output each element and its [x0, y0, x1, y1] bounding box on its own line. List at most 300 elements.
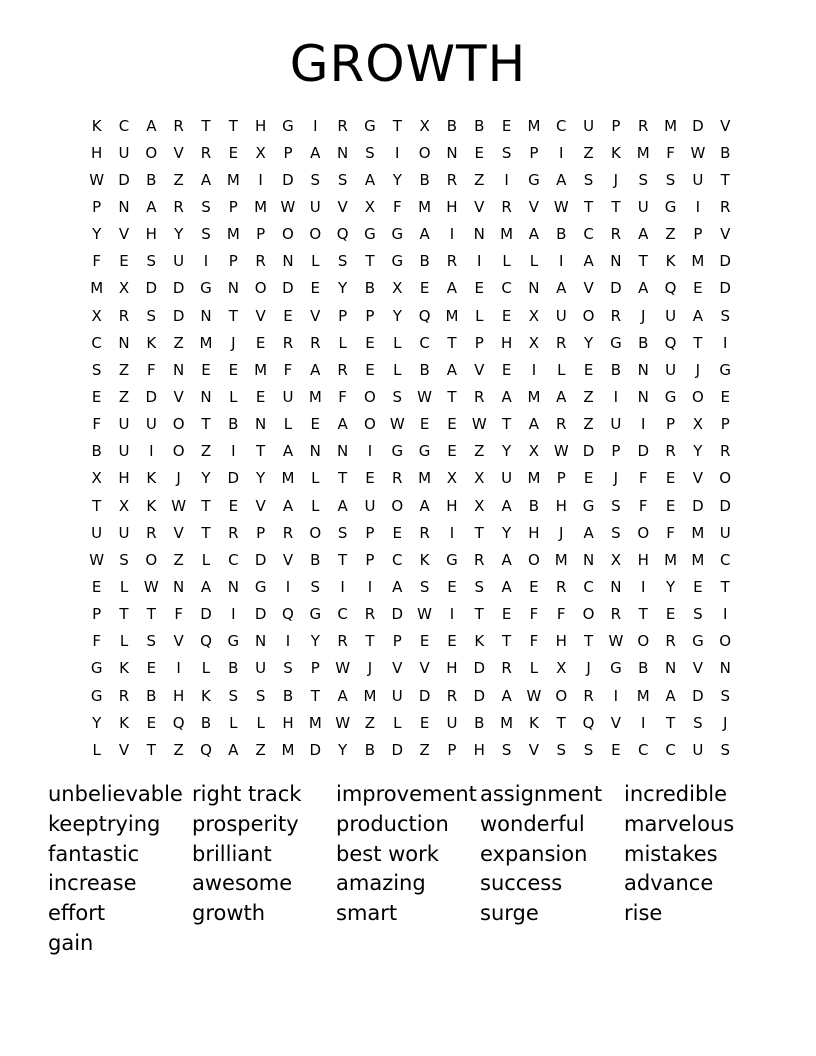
grid-letter[interactable]: L	[229, 713, 238, 732]
grid-letter[interactable]: O	[719, 469, 732, 488]
grid-letter[interactable]: U	[610, 415, 622, 434]
grid-letter[interactable]: R	[610, 225, 622, 244]
grid-letter[interactable]: S	[146, 306, 157, 325]
grid-letter[interactable]: S	[201, 197, 211, 216]
grid-letter[interactable]: I	[395, 143, 400, 162]
grid-letter[interactable]: G	[664, 387, 677, 406]
grid-letter[interactable]: D	[692, 686, 704, 705]
grid-letter[interactable]: P	[447, 740, 457, 759]
grid-letter[interactable]: O	[172, 442, 185, 461]
grid-letter[interactable]: P	[666, 415, 676, 434]
grid-letter[interactable]: G	[446, 550, 458, 569]
grid-letter[interactable]: A	[501, 550, 512, 569]
grid-letter[interactable]: Y	[174, 225, 184, 244]
grid-letter[interactable]: U	[118, 415, 130, 434]
grid-letter[interactable]: U	[255, 659, 267, 678]
grid-letter[interactable]: M	[691, 550, 705, 569]
grid-letter[interactable]: I	[203, 252, 209, 271]
grid-letter[interactable]: L	[557, 360, 566, 379]
grid-letter[interactable]: C	[228, 550, 239, 569]
grid-letter[interactable]: D	[145, 387, 158, 406]
grid-letter[interactable]: R	[556, 415, 567, 434]
grid-letter[interactable]: Q	[336, 225, 349, 244]
grid-letter[interactable]: R	[173, 197, 184, 216]
grid-letter[interactable]: I	[231, 605, 236, 624]
grid-letter[interactable]: P	[611, 442, 621, 461]
grid-letter[interactable]: G	[309, 605, 322, 624]
grid-letter[interactable]: C	[337, 605, 348, 624]
grid-letter[interactable]: M	[418, 197, 432, 216]
grid-letter[interactable]: Y	[310, 632, 320, 651]
grid-letter[interactable]: W	[389, 415, 405, 434]
grid-letter[interactable]: W	[335, 659, 351, 678]
grid-letter[interactable]: N	[200, 306, 212, 325]
grid-letter[interactable]: W	[335, 713, 351, 732]
grid-letter[interactable]: T	[256, 442, 266, 461]
grid-letter[interactable]: X	[255, 143, 266, 162]
grid-letter[interactable]: Z	[173, 740, 184, 759]
grid-letter[interactable]: A	[528, 415, 540, 434]
grid-letter[interactable]: J	[176, 469, 181, 488]
grid-letter[interactable]: R	[446, 252, 458, 271]
grid-letter[interactable]: Y	[338, 740, 348, 759]
grid-letter[interactable]: I	[722, 605, 728, 624]
grid-letter[interactable]: M	[90, 279, 104, 298]
grid-letter[interactable]: M	[363, 686, 377, 705]
grid-letter[interactable]: L	[311, 496, 320, 515]
grid-letter[interactable]: G	[528, 170, 540, 189]
grid-letter[interactable]: E	[91, 577, 102, 596]
grid-letter[interactable]: K	[119, 659, 129, 678]
grid-letter[interactable]: D	[637, 442, 649, 461]
grid-letter[interactable]: Z	[474, 170, 485, 189]
grid-letter[interactable]: Y	[338, 279, 348, 298]
grid-letter[interactable]: H	[528, 523, 540, 542]
grid-letter[interactable]: Z	[173, 333, 184, 352]
grid-letter[interactable]: K	[419, 550, 430, 569]
grid-letter[interactable]: C	[501, 279, 512, 298]
grid-letter[interactable]: D	[227, 469, 240, 488]
grid-letter[interactable]: Y	[256, 469, 266, 488]
grid-letter[interactable]: S	[419, 577, 430, 596]
grid-letter[interactable]: G	[364, 116, 376, 135]
grid-letter[interactable]: O	[528, 550, 540, 569]
grid-letter[interactable]: S	[611, 496, 621, 515]
grid-letter[interactable]: O	[282, 225, 294, 244]
grid-letter[interactable]: Q	[664, 333, 677, 352]
grid-letter[interactable]: V	[118, 740, 130, 759]
grid-letter[interactable]: B	[419, 170, 430, 189]
grid-letter[interactable]: R	[474, 387, 485, 406]
grid-letter[interactable]: M	[226, 170, 240, 189]
grid-letter[interactable]: S	[365, 143, 375, 162]
grid-letter[interactable]: T	[447, 333, 457, 352]
grid-letter[interactable]: P	[693, 225, 703, 244]
grid-letter[interactable]: R	[665, 632, 676, 651]
grid-letter[interactable]: N	[337, 442, 349, 461]
grid-letter[interactable]: X	[392, 279, 403, 298]
grid-letter[interactable]: A	[501, 577, 512, 596]
grid-letter[interactable]: O	[145, 550, 158, 569]
grid-letter[interactable]: Z	[364, 713, 376, 732]
grid-letter[interactable]: V	[173, 143, 184, 162]
grid-letter[interactable]: E	[228, 496, 239, 515]
grid-letter[interactable]: P	[228, 252, 238, 271]
grid-letter[interactable]: D	[719, 496, 731, 515]
grid-letter[interactable]: G	[692, 632, 704, 651]
grid-letter[interactable]: A	[501, 387, 512, 406]
grid-letter[interactable]: E	[665, 496, 676, 515]
grid-letter[interactable]: I	[641, 415, 646, 434]
grid-letter[interactable]: U	[309, 197, 321, 216]
grid-letter[interactable]: Y	[92, 713, 102, 732]
grid-letter[interactable]: S	[720, 306, 730, 325]
grid-letter[interactable]: R	[556, 333, 567, 352]
grid-letter[interactable]: I	[613, 686, 619, 705]
grid-letter[interactable]: Q	[200, 632, 212, 651]
grid-letter[interactable]: X	[91, 469, 102, 488]
grid-letter[interactable]: L	[393, 360, 402, 379]
grid-letter[interactable]: V	[173, 632, 184, 651]
grid-letter[interactable]: M	[500, 225, 514, 244]
grid-letter[interactable]: A	[665, 686, 676, 705]
grid-letter[interactable]: M	[691, 252, 705, 271]
grid-letter[interactable]: A	[446, 360, 458, 379]
grid-letter[interactable]: N	[610, 252, 622, 271]
grid-letter[interactable]: G	[610, 659, 622, 678]
grid-letter[interactable]: W	[280, 197, 296, 216]
grid-letter[interactable]: L	[201, 659, 211, 678]
grid-letter[interactable]: Q	[418, 306, 431, 325]
grid-letter[interactable]: A	[146, 197, 157, 216]
grid-letter[interactable]: R	[719, 442, 731, 461]
grid-letter[interactable]: R	[282, 333, 294, 352]
grid-letter[interactable]: K	[91, 116, 102, 135]
grid-letter[interactable]: E	[529, 577, 539, 596]
grid-letter[interactable]: R	[665, 442, 676, 461]
grid-letter[interactable]: N	[118, 333, 130, 352]
grid-letter[interactable]: Y	[392, 306, 402, 325]
grid-letter[interactable]: Z	[583, 143, 594, 162]
grid-letter[interactable]: W	[690, 143, 706, 162]
grid-letter[interactable]: R	[501, 659, 512, 678]
grid-letter[interactable]: G	[391, 252, 404, 271]
grid-letter[interactable]: E	[310, 279, 321, 298]
grid-letter[interactable]: R	[337, 632, 348, 651]
grid-letter[interactable]: Z	[419, 740, 430, 759]
grid-letter[interactable]: W	[171, 496, 187, 515]
grid-letter[interactable]: M	[445, 306, 459, 325]
grid-letter[interactable]: R	[638, 116, 649, 135]
grid-letter[interactable]: B	[419, 252, 430, 271]
grid-letter[interactable]: P	[338, 306, 348, 325]
grid-letter[interactable]: I	[449, 523, 455, 542]
grid-letter[interactable]: S	[146, 252, 157, 271]
grid-letter[interactable]: B	[528, 496, 540, 515]
grid-letter[interactable]: D	[200, 605, 212, 624]
grid-letter[interactable]: K	[146, 333, 157, 352]
grid-letter[interactable]: X	[446, 469, 458, 488]
grid-letter[interactable]: U	[692, 740, 704, 759]
grid-letter[interactable]: N	[719, 659, 731, 678]
grid-letter[interactable]: B	[474, 116, 485, 135]
grid-letter[interactable]: D	[254, 605, 267, 624]
grid-letter[interactable]: Q	[664, 279, 677, 298]
grid-letter[interactable]: U	[118, 523, 130, 542]
grid-letter[interactable]: T	[201, 523, 211, 542]
grid-letter[interactable]: Q	[200, 740, 212, 759]
grid-letter[interactable]: F	[666, 143, 675, 162]
grid-letter[interactable]: D	[282, 279, 294, 298]
grid-letter[interactable]: R	[200, 143, 212, 162]
grid-letter[interactable]: F	[529, 605, 539, 624]
grid-letter[interactable]: T	[474, 523, 484, 542]
grid-letter[interactable]: A	[228, 740, 239, 759]
grid-letter[interactable]: F	[92, 415, 101, 434]
grid-letter[interactable]: E	[392, 523, 403, 542]
grid-letter[interactable]: S	[583, 170, 594, 189]
grid-letter[interactable]: L	[393, 333, 402, 352]
grid-letter[interactable]: T	[583, 197, 594, 216]
grid-letter[interactable]: D	[692, 116, 704, 135]
grid-letter[interactable]: Z	[118, 387, 130, 406]
grid-letter[interactable]: B	[200, 713, 212, 732]
grid-letter[interactable]: X	[118, 496, 130, 515]
grid-letter[interactable]: M	[664, 116, 678, 135]
grid-letter[interactable]: X	[118, 279, 130, 298]
grid-letter[interactable]: V	[310, 306, 321, 325]
grid-letter[interactable]: E	[201, 360, 211, 379]
grid-letter[interactable]: R	[146, 523, 157, 542]
grid-letter[interactable]: F	[666, 523, 675, 542]
grid-letter[interactable]: M	[254, 360, 268, 379]
grid-letter[interactable]: I	[149, 442, 154, 461]
grid-letter[interactable]: B	[638, 333, 649, 352]
grid-letter[interactable]: X	[692, 415, 704, 434]
grid-letter[interactable]: A	[200, 170, 212, 189]
grid-letter[interactable]: H	[446, 659, 458, 678]
grid-letter[interactable]: H	[446, 496, 458, 515]
grid-letter[interactable]: P	[556, 469, 566, 488]
grid-letter[interactable]: L	[338, 333, 347, 352]
grid-letter[interactable]: I	[285, 632, 291, 651]
grid-letter[interactable]: W	[417, 387, 433, 406]
grid-letter[interactable]: I	[559, 252, 564, 271]
grid-letter[interactable]: Y	[583, 333, 594, 352]
grid-letter[interactable]: E	[583, 469, 594, 488]
grid-letter[interactable]: G	[90, 686, 103, 705]
grid-letter[interactable]: N	[637, 387, 649, 406]
grid-letter[interactable]: L	[119, 632, 129, 651]
grid-letter[interactable]: E	[365, 360, 375, 379]
grid-letter[interactable]: R	[501, 197, 512, 216]
grid-letter[interactable]: T	[556, 713, 566, 732]
grid-letter[interactable]: N	[337, 143, 349, 162]
grid-letter[interactable]: D	[254, 550, 267, 569]
grid-letter[interactable]: I	[504, 170, 509, 189]
grid-letter[interactable]: O	[391, 496, 404, 515]
grid-letter[interactable]: X	[419, 116, 430, 135]
grid-letter[interactable]: T	[665, 713, 676, 732]
grid-letter[interactable]: Y	[502, 523, 512, 542]
grid-letter[interactable]: R	[282, 523, 294, 542]
grid-letter[interactable]: U	[665, 360, 677, 379]
grid-letter[interactable]: B	[364, 740, 376, 759]
grid-letter[interactable]: T	[310, 686, 320, 705]
grid-letter[interactable]: C	[583, 225, 594, 244]
grid-letter[interactable]: A	[282, 496, 294, 515]
grid-letter[interactable]: Y	[502, 442, 512, 461]
grid-letter[interactable]: L	[393, 713, 402, 732]
grid-letter[interactable]: I	[285, 577, 291, 596]
grid-letter[interactable]: T	[693, 333, 703, 352]
grid-letter[interactable]: O	[172, 415, 185, 434]
grid-letter[interactable]: E	[255, 387, 266, 406]
grid-letter[interactable]: A	[638, 279, 649, 298]
grid-letter[interactable]: O	[364, 387, 376, 406]
grid-letter[interactable]: A	[337, 686, 348, 705]
grid-letter[interactable]: I	[531, 360, 537, 379]
grid-letter[interactable]: N	[227, 279, 239, 298]
grid-letter[interactable]: T	[720, 170, 730, 189]
grid-letter[interactable]: P	[283, 143, 293, 162]
grid-letter[interactable]: A	[528, 225, 540, 244]
grid-letter[interactable]: L	[283, 415, 293, 434]
grid-letter[interactable]: R	[583, 686, 594, 705]
grid-letter[interactable]: S	[501, 143, 512, 162]
grid-letter[interactable]: U	[118, 143, 130, 162]
grid-letter[interactable]: S	[146, 632, 157, 651]
grid-letter[interactable]: P	[720, 415, 730, 434]
grid-letter[interactable]: N	[664, 659, 677, 678]
grid-letter[interactable]: U	[637, 197, 649, 216]
grid-letter[interactable]: E	[283, 306, 293, 325]
grid-letter[interactable]: T	[201, 496, 211, 515]
grid-letter[interactable]: M	[418, 469, 432, 488]
grid-letter[interactable]: L	[311, 469, 320, 488]
grid-letter[interactable]: U	[719, 523, 731, 542]
grid-letter[interactable]: Q	[282, 605, 294, 624]
grid-letter[interactable]: O	[364, 415, 376, 434]
grid-letter[interactable]: X	[528, 442, 540, 461]
grid-letter[interactable]: N	[255, 632, 267, 651]
grid-letter[interactable]: R	[337, 116, 348, 135]
grid-letter[interactable]: F	[638, 496, 648, 515]
grid-letter[interactable]: P	[310, 659, 320, 678]
grid-letter[interactable]: Y	[693, 442, 703, 461]
grid-letter[interactable]: V	[337, 197, 348, 216]
grid-letter[interactable]: U	[118, 442, 130, 461]
grid-letter[interactable]: R	[337, 360, 348, 379]
grid-letter[interactable]: X	[364, 197, 376, 216]
grid-letter[interactable]: G	[664, 197, 677, 216]
grid-letter[interactable]: E	[419, 279, 430, 298]
grid-letter[interactable]: S	[337, 523, 348, 542]
grid-letter[interactable]: S	[501, 740, 512, 759]
grid-letter[interactable]: E	[501, 605, 512, 624]
grid-letter[interactable]: S	[693, 713, 703, 732]
grid-letter[interactable]: V	[720, 225, 731, 244]
grid-letter[interactable]: W	[143, 577, 159, 596]
grid-letter[interactable]: R	[474, 550, 485, 569]
grid-letter[interactable]: I	[231, 442, 236, 461]
grid-letter[interactable]: M	[226, 225, 240, 244]
grid-letter[interactable]: V	[528, 740, 540, 759]
grid-letter[interactable]: T	[92, 496, 102, 515]
grid-letter[interactable]: J	[367, 659, 373, 678]
grid-letter[interactable]: P	[256, 225, 266, 244]
grid-letter[interactable]: A	[419, 225, 430, 244]
grid-letter[interactable]: M	[308, 713, 322, 732]
grid-letter[interactable]: S	[228, 686, 239, 705]
grid-letter[interactable]: Z	[173, 550, 184, 569]
grid-letter[interactable]: B	[610, 360, 622, 379]
grid-letter[interactable]: J	[695, 360, 701, 379]
grid-letter[interactable]: K	[146, 469, 157, 488]
grid-letter[interactable]: S	[611, 523, 621, 542]
grid-letter[interactable]: T	[502, 415, 512, 434]
grid-letter[interactable]: X	[610, 550, 622, 569]
grid-letter[interactable]: L	[475, 306, 484, 325]
grid-letter[interactable]: T	[638, 605, 648, 624]
grid-letter[interactable]: P	[92, 197, 102, 216]
grid-letter[interactable]: P	[474, 333, 484, 352]
grid-letter[interactable]: E	[693, 577, 703, 596]
grid-letter[interactable]: Z	[173, 170, 184, 189]
grid-letter[interactable]: P	[529, 143, 539, 162]
grid-letter[interactable]: N	[528, 279, 540, 298]
grid-letter[interactable]: E	[611, 740, 621, 759]
grid-letter[interactable]: I	[641, 577, 646, 596]
grid-letter[interactable]: B	[556, 225, 567, 244]
grid-letter[interactable]: Z	[583, 387, 594, 406]
grid-letter[interactable]: T	[201, 415, 211, 434]
grid-letter[interactable]: V	[474, 360, 485, 379]
grid-letter[interactable]: M	[500, 713, 514, 732]
grid-letter[interactable]: E	[228, 143, 239, 162]
grid-letter[interactable]: T	[119, 605, 129, 624]
grid-letter[interactable]: C	[118, 116, 130, 135]
grid-letter[interactable]: B	[419, 360, 430, 379]
grid-letter[interactable]: M	[554, 550, 568, 569]
grid-letter[interactable]: C	[583, 577, 594, 596]
grid-letter[interactable]: N	[637, 360, 649, 379]
grid-letter[interactable]: A	[583, 523, 594, 542]
grid-letter[interactable]: T	[447, 387, 457, 406]
grid-letter[interactable]: V	[583, 279, 594, 298]
grid-letter[interactable]: T	[228, 116, 238, 135]
grid-letter[interactable]: D	[418, 686, 431, 705]
grid-letter[interactable]: P	[256, 523, 266, 542]
grid-letter[interactable]: U	[501, 469, 513, 488]
grid-letter[interactable]: N	[282, 252, 294, 271]
grid-letter[interactable]: N	[446, 143, 458, 162]
grid-letter[interactable]: O	[309, 523, 322, 542]
grid-letter[interactable]: V	[392, 659, 403, 678]
grid-letter[interactable]: M	[527, 387, 541, 406]
grid-letter[interactable]: N	[255, 415, 267, 434]
grid-letter[interactable]: X	[474, 469, 485, 488]
grid-letter[interactable]: J	[586, 659, 591, 678]
grid-letter[interactable]: E	[228, 360, 239, 379]
grid-letter[interactable]: N	[173, 360, 185, 379]
grid-letter[interactable]: M	[281, 740, 295, 759]
grid-letter[interactable]: L	[201, 550, 211, 569]
grid-letter[interactable]: W	[89, 170, 105, 189]
grid-letter[interactable]: D	[391, 740, 404, 759]
grid-letter[interactable]: F	[529, 632, 539, 651]
grid-letter[interactable]: O	[637, 632, 650, 651]
